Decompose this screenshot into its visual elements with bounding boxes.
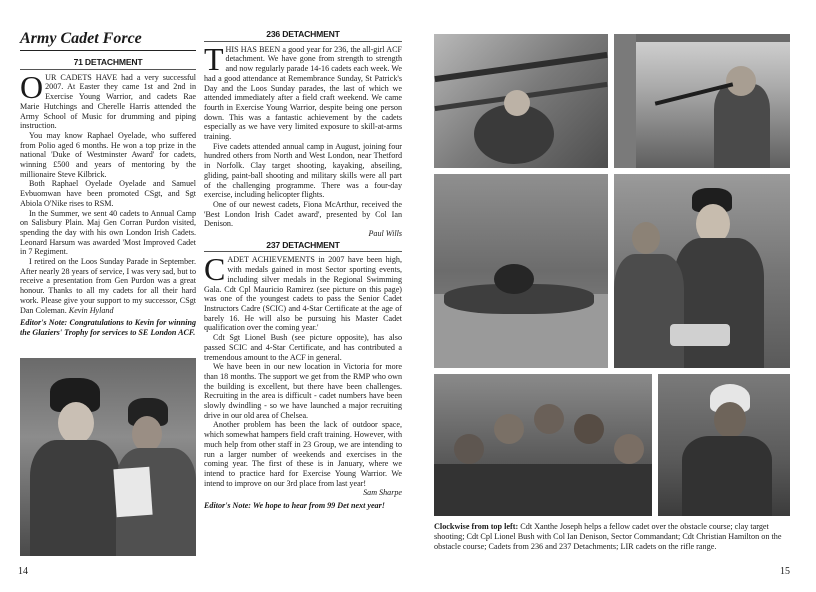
det236-heading: 236 DETACHMENT (204, 30, 402, 42)
right-page (408, 0, 816, 592)
cdt-hamilton-photo (658, 374, 790, 516)
det71-signature: Kevin Hyland (68, 305, 114, 315)
det237-dropcap: C (204, 251, 226, 288)
det237-para-2: Cdt Sgt Lionel Bush (see picture opposite), has also passed SCIC and 4-Star Certificate, and has contributed a tremendous amount to the ACF in general. (204, 333, 402, 362)
det71-heading: 71 DETACHMENT (20, 58, 196, 70)
det71-para-1: OUR CADETS HAVE had a very successful 2007. At Easter they came 1st and 2nd in Exercise Young Warrior, and cadets Rae Marie Hutchings and Cherelle Harris attended the Army School of Music for drumming and piping instruction. (20, 68, 196, 131)
section-title: Army Cadet Force (20, 30, 196, 51)
det237-signature: Sam Sharpe (363, 488, 402, 498)
det71-para-5: I retired on the Loos Sunday Parade in September. After nearly 28 years of service, I was very sad, but to receive a presentation from Gen Purdon was a great honour. Thanks to all my cadets for all their hard work. Please give your support to my successor, CSgt Dan Coleman. Kevin Hyland (20, 257, 196, 315)
det236-signature: Paul Wills (368, 229, 402, 239)
det237-para-3: We have been in our new location in Victoria for more than 18 months. The support we get from the RMP who own the building is excellent, but there have been challenges. Recruiting in the area is difficult - cadet numbers have been slowly dwindling - so we have launched a major recruiting drive in our old area of Chelsea. (204, 362, 402, 420)
det237-editor-note: Editor's Note: We hope to hear from 99 Det next year! (204, 501, 385, 511)
det236-para-3: One of our newest cadets, Fiona McArthur, received the 'Best London Irish Cadet award', presented by Col Ian Denison. (204, 199, 402, 229)
det71-para-4: In the Summer, we sent 40 cadets to Annual Camp on Salisbury Plain. Maj Gen Corran Purdon visited, spending the day with his own London Irish Cadets. Leonard Harsum was awarded 'Most Improved Cadet in 7 Regiment. (20, 208, 196, 257)
caption-text: Cdt Xanthe Joseph helps a fellow cadet over the obstacle course; clay target shooting; Cdt Cpl Lionel Bush with Col Ian Denison, Sector Commandant; Cdt Christian Hamilton on the obstacle course; Cadets from 236 and 237 Detachments; LIR cadets on the rifle range. (434, 522, 782, 551)
group-cadets-photo (434, 374, 652, 516)
det236-para-2: Five cadets attended annual camp in August, joining four hundred others from North and West London, near Thetford in Norfolk. Clay target shooting, kayaking, abseiling, gliding, paint-ball shooting and military skills were all part of the challenging programme. There was a four-day exercise, including helicopter flights. (204, 141, 402, 200)
det237-para-1: CADET ACHIEVEMENTS in 2007 have been high, with medals gained in most Sector sporting events, including silver medals in the Regional Swimming Gala. Cdt Cpl Mauricio Ramirez (see picture on this page) was one of the youngest cadets to pass the Senior Cadet Instructors Cadre (SCIC) and 4-Star Certificate at the age of barely 16. He will also be pursuing his Master Cadet qualification over the coming year.' (204, 251, 402, 333)
middle-column (204, 30, 402, 511)
page-number-right: 15 (780, 566, 790, 577)
det71-column (20, 58, 196, 338)
det237-heading: 237 DETACHMENT (204, 241, 402, 253)
det71-para-2: You may know Raphael Oyelade, who suffered from Polio aged 6 months. He won a top prize in the national 'Duke of Westminster Award' for cadets, winning £500 and years of mentoring by the millionaire Steve Kilbrick. (20, 130, 196, 179)
obstacle-course-photo (434, 34, 608, 168)
cdt-bush-photo (614, 174, 790, 368)
photo-caption (434, 522, 794, 551)
det71-para-3: Both Raphael Oyelade Oyelade and Samuel Evbuomwan have been promoted CSgt, and Sgt Abiola O'Nike rises to RSM. (20, 179, 196, 208)
det71-dropcap: O (20, 68, 44, 105)
rifle-range-photo (434, 174, 608, 368)
page-number-left: 14 (18, 566, 28, 577)
clay-shooting-photo (614, 34, 790, 168)
det236-dropcap: T (204, 40, 224, 77)
det71-editor-note: Editor's Note: Congratulations to Kevin for winning the Glaziers' Trophy for services to SE London ACF. (20, 318, 196, 337)
det236-para-1: THIS HAS BEEN a good year for 236, the all-girl ACF detachment. We have gone from strength to strength and now regularly parade 14-16 cadets each week. We had a good attendance at Remembrance Sunday, St Patrick's Day and the Loos Sunday parades, the last of which we attended immediately after a field craft weekend. We came fourth in Exercise Young Warrior, despite being one person down. This was a fantastic achievement by the cadets especially as we have very limited exposure to skill-at-arms training. (204, 40, 402, 142)
presentation-photo (20, 358, 196, 556)
det237-para-4: Another problem has been the lack of outdoor space, which somewhat hampers field craft training. However, with much help from other staff in 23 Group, we are intending to run a larger number of weekends and exercises in the coming year. The first of these is in January, where we intend to practice hard for Exercise Young Warrior. We intend to improve on our 3rd place from last year! (204, 420, 402, 488)
caption-lead: Clockwise from top left: (434, 522, 519, 531)
